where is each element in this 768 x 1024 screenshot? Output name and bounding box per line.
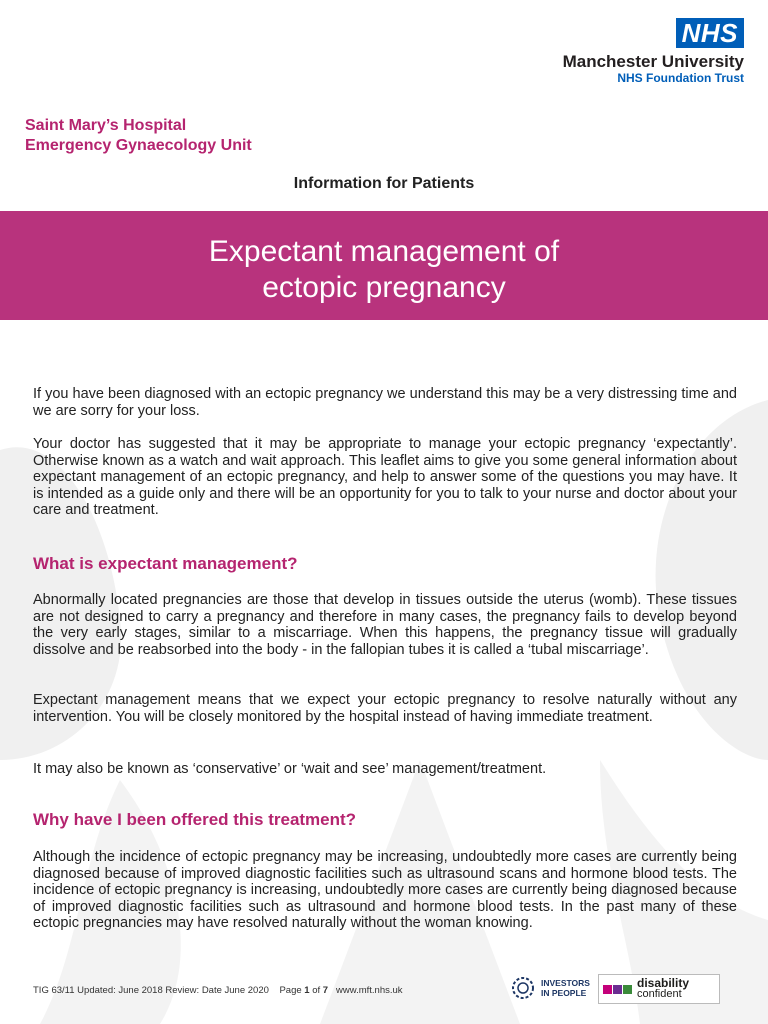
- title-banner: [0, 211, 768, 320]
- trust-logo: [563, 18, 744, 85]
- section1-paragraph-1: [33, 592, 737, 658]
- section1-paragraph-2: [33, 692, 737, 725]
- section1-text-3: It may also be known as ‘conservative’ or ‘wait and see’ management/treatment.: [33, 761, 547, 777]
- intro-text-1: If you have been diagnosed with an ectopic pregnancy we understand this may be a very distressing time and we are sorry for your loss.: [33, 386, 737, 419]
- footer-info: [33, 985, 403, 996]
- footer-page-of: of: [309, 985, 323, 996]
- title-line-2: ectopic pregnancy: [262, 271, 506, 304]
- section1-text-1: Abnormally located pregnancies are those that develop in tissues outside the uterus (womb). These tissues are not designed to carry a pregnancy and therefore in many cases, the pregnancy fails to develop beyond the very early stages, similar to a miscarriage. When this happens, the pregnancy tissue will gradually dissolve and be reabsorbed into the body - in the fallopian tubes it is called a ‘tubal miscarriage’.: [33, 592, 737, 658]
- footer-reference: TIG 63/11 Updated: June 2018 Review: Date June 2020: [33, 985, 269, 996]
- intro-paragraph-1: [33, 386, 737, 419]
- nhs-logo: NHS: [676, 18, 744, 48]
- title-line-1: Expectant management of: [208, 235, 560, 268]
- dc-line-1: disability: [637, 976, 690, 990]
- footer-page-current: 1: [304, 985, 310, 996]
- footer-url[interactable]: www.mft.nhs.uk: [336, 985, 403, 996]
- iip-line-1: INVESTORS: [541, 978, 590, 988]
- hospital-line-2: Emergency Gynaecology Unit: [25, 137, 252, 154]
- footer-page-total: 7: [322, 985, 329, 996]
- section2-text-1: Although the incidence of ectopic pregnancy may be increasing, undoubtedly more cases are currently being diagnosed because of improved diagnostic facilities such as ultrasound scans and hormone blood tests. The incidence of ectopic pregnancy is increasing, undoubtedly more cases are currently being diagnosed because of improved diagnostic facilities such as ultrasound and hormone blood tests. In the past many of these ectopic pregnancies may have resolved naturally without the woman knowing.: [33, 849, 737, 931]
- hospital-name: [25, 116, 252, 156]
- investors-in-people-logo: [510, 975, 590, 1001]
- section-heading-expectant: What is expectant management?: [33, 554, 298, 573]
- intro-paragraph-2: [33, 436, 737, 519]
- section-heading-why: Why have I been offered this treatment?: [33, 810, 357, 829]
- disability-confident-icon: [603, 985, 633, 994]
- section1-text-2: Expectant management means that we expect your ectopic pregnancy to resolve naturally without any intervention. You will be closely monitored by the hospital instead of having immediate treatment.: [33, 692, 737, 725]
- trust-subtitle: NHS Foundation Trust: [617, 71, 744, 85]
- footer-page-label: Page: [279, 985, 305, 996]
- laurel-icon: [510, 975, 536, 1001]
- intro-text-2: Your doctor has suggested that it may be appropriate to manage your ectopic pregnancy ‘expectantly’. Otherwise known as a watch and wait approach. This leaflet aims to give you some general information about expectant management of an ectopic pregnancy, and help to answer some of the questions you may have. It is intended as a guide only and there will be an opportunity for you to talk to your nurse and doctor about your care and treatment.: [33, 436, 737, 518]
- iip-line-2: IN PEOPLE: [541, 988, 587, 998]
- dc-line-2: confident: [637, 988, 682, 1000]
- trust-name: Manchester University: [562, 52, 744, 71]
- page-title: [0, 211, 768, 306]
- section1-paragraph-3: [33, 761, 737, 778]
- section2-paragraph-1: [33, 849, 737, 932]
- info-for-patients: Information for Patients: [293, 175, 475, 192]
- hospital-line-1: Saint Mary’s Hospital: [25, 117, 187, 134]
- disability-confident-logo: [598, 974, 720, 1004]
